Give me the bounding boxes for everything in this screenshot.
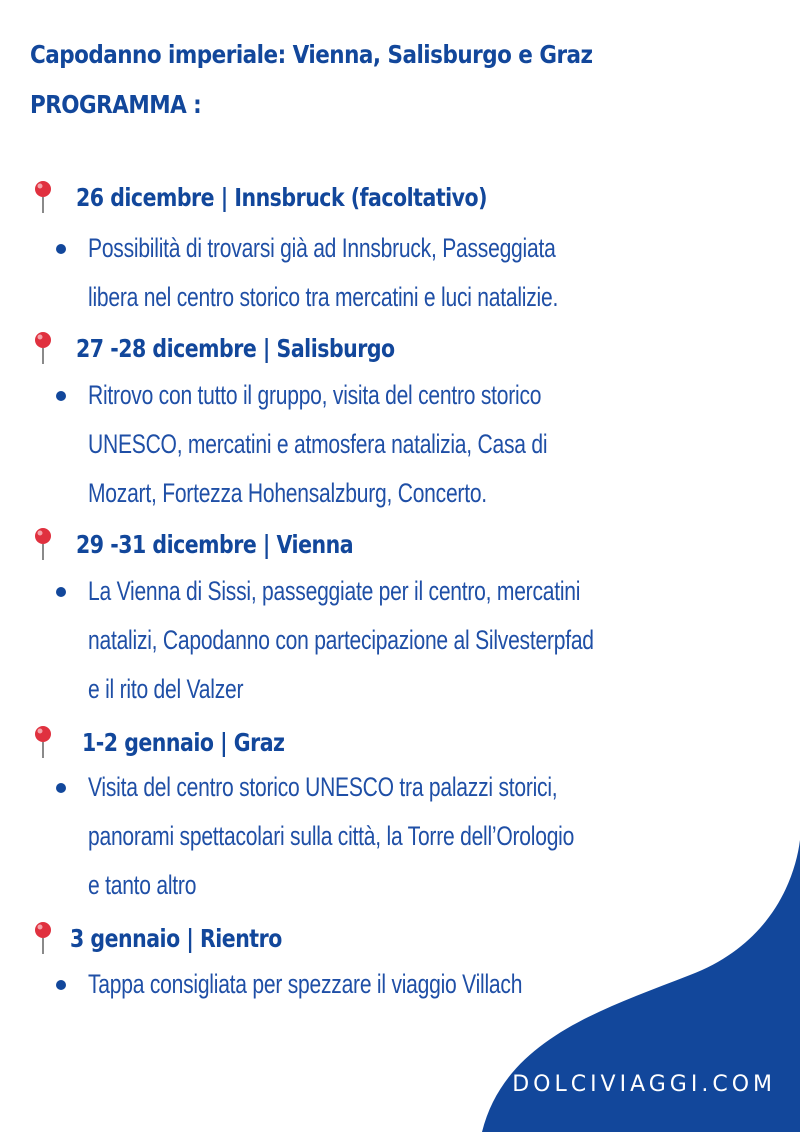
day-title: 1-2 gennaio | Graz	[82, 727, 285, 757]
description-line: Tappa consigliata per spezzare il viaggio Villach	[88, 969, 523, 999]
description-line: La Vienna di Sissi, passeggiate per il centro, mercatini	[88, 576, 581, 606]
pushpin-icon	[32, 725, 54, 759]
day-heading-5	[32, 921, 328, 955]
day-description	[88, 567, 728, 714]
description-line: panorami spettacolari sulla città, la Torre dell’Orologio	[88, 821, 575, 851]
day-title: 26 dicembre | Innsbruck (facoltativo)	[76, 182, 488, 212]
pushpin-icon	[32, 921, 54, 955]
day-heading-4	[32, 725, 329, 759]
description-line: UNESCO, mercatini e atmosfera natalizia, Casa di	[88, 429, 548, 459]
description-line: e tanto altro	[88, 870, 197, 900]
day-description	[88, 763, 728, 910]
description-line: natalizi, Capodanno con partecipazione al Silvesterpfad	[88, 625, 594, 655]
day-description	[88, 960, 728, 1009]
pushpin-icon	[32, 180, 54, 214]
bullet-dot	[56, 587, 66, 597]
pushpin-icon	[32, 527, 54, 561]
bullet-dot	[56, 783, 66, 793]
day-heading-2	[32, 331, 465, 365]
description-line: Visita del centro storico UNESCO tra palazzi storici,	[88, 772, 558, 802]
description-line: Ritrovo con tutto il gruppo, visita del centro storico	[88, 380, 542, 410]
day-heading-1	[32, 180, 577, 214]
day-title: 3 gennaio | Rientro	[70, 923, 282, 953]
bullet-dot	[56, 980, 66, 990]
description-line: e il rito del Valzer	[88, 674, 244, 704]
bullet-dot	[56, 244, 66, 254]
description-line: libera nel centro storico tra mercatini e luci natalizie.	[88, 282, 559, 312]
website-link[interactable]: DOLCIVIAGGI.COM	[512, 1072, 776, 1097]
day-description	[88, 371, 728, 518]
day-title: 27 -28 dicembre | Salisburgo	[76, 333, 395, 363]
pushpin-icon	[32, 331, 54, 365]
description-line: Mozart, Fortezza Hohensalzburg, Concerto.	[88, 478, 487, 508]
description-line: Possibilità di trovarsi già ad Innsbruck, Passeggiata	[88, 233, 556, 263]
bullet-dot	[56, 391, 66, 401]
day-description	[88, 224, 728, 322]
day-heading-3	[32, 527, 414, 561]
page-subtitle: PROGRAMMA :	[30, 90, 202, 119]
day-title: 29 -31 dicembre | Vienna	[76, 529, 354, 559]
header	[30, 38, 684, 122]
page-title: Capodanno imperiale: Vienna, Salisburgo e Graz	[30, 40, 593, 69]
